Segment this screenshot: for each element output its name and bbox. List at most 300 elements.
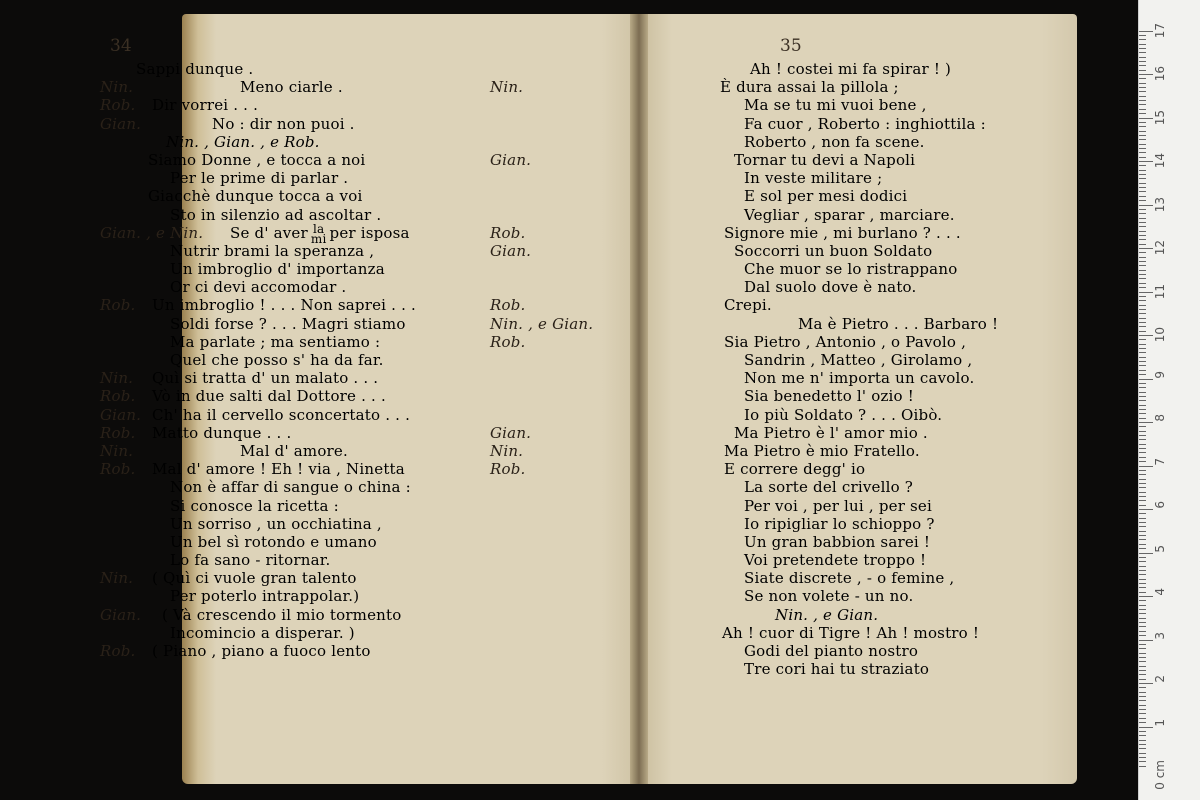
ruler-minor-tick (1139, 326, 1146, 327)
ruler-minor-tick (1139, 348, 1146, 349)
verse-text: Sandrin , Matteo , Girolamo , (744, 351, 973, 369)
verse-text: ( Quì ci vuole gran talento (152, 569, 357, 588)
ruler-minor-tick (1139, 626, 1146, 627)
ruler-minor-tick (1139, 513, 1146, 514)
ruler-mark-label: 12 (1153, 240, 1167, 256)
verse-text: Un imbroglio ! . . . Non saprei . . . (152, 296, 416, 315)
ruler-minor-tick (1139, 104, 1146, 105)
verse-text: Io ripigliar lo schioppo ? (744, 514, 935, 533)
ruler-major-tick (1139, 379, 1153, 380)
ruler-minor-tick (1139, 148, 1146, 149)
verse-text: Vegliar , sparar , marciare. (744, 205, 955, 224)
ruler-minor-tick (1139, 239, 1146, 240)
verse-text: Se non volete - un no. (744, 587, 914, 606)
speaker-label: Gian. (490, 241, 532, 260)
text-line (0, 660, 1200, 678)
ruler-major-tick (1139, 683, 1153, 684)
verse-text: Crepi. (724, 296, 772, 315)
ruler-minor-tick (1139, 257, 1146, 258)
ruler-minor-tick (1139, 157, 1146, 158)
ruler-minor-tick (1139, 100, 1146, 101)
text-line (0, 533, 1200, 551)
ruler-minor-tick (1139, 331, 1146, 332)
ruler-minor-tick (1139, 57, 1146, 58)
verse-text: Soccorri un buon Soldato (734, 241, 933, 260)
verse-text: Dal suolo dove è nato. (744, 278, 917, 297)
ruler-minor-tick (1139, 761, 1146, 762)
ruler-minor-tick (1139, 287, 1146, 288)
ruler-major-tick (1139, 466, 1153, 467)
ruler-mark-label: 2 (1153, 675, 1167, 683)
verse-text: Ma parlate ; ma sentiamo : (170, 332, 381, 351)
text-line (0, 169, 1200, 187)
speaker-label: Rob. (100, 423, 136, 442)
ruler-mark-label: 14 (1153, 153, 1167, 169)
ruler-minor-tick (1139, 383, 1146, 384)
ruler-major-tick (1139, 292, 1153, 293)
text-line (0, 351, 1200, 369)
ruler-minor-tick (1139, 592, 1146, 593)
ruler-minor-tick (1139, 213, 1146, 214)
ruler-minor-tick (1139, 544, 1146, 545)
ruler-minor-tick (1139, 570, 1146, 571)
ruler-minor-tick (1139, 174, 1146, 175)
text-line (0, 187, 1200, 205)
speaker-label: Rob. (100, 460, 136, 479)
ruler-mark-label: 13 (1153, 196, 1167, 212)
text-line (0, 642, 1200, 660)
ruler-minor-tick (1139, 452, 1146, 453)
text-line (0, 387, 1200, 405)
text-line (0, 221, 1200, 246)
verse-text: Un imbroglio d' importanza (170, 260, 385, 279)
verse-text: Non è affar di sangue o china : (170, 478, 411, 497)
ruler-minor-tick (1139, 152, 1146, 153)
text-line (0, 206, 1200, 224)
text-line (0, 115, 1200, 133)
ruler-major-tick (1139, 509, 1153, 510)
text-line (0, 96, 1200, 114)
ruler-minor-tick (1139, 352, 1146, 353)
ruler-minor-tick (1139, 735, 1146, 736)
verse-text: Ma Pietro è l' amor mio . (734, 423, 928, 442)
ruler-minor-tick (1139, 309, 1146, 310)
ruler-minor-tick (1139, 370, 1146, 371)
verse-text: E sol per mesi dodici (744, 187, 908, 206)
verse-text: Per voi , per lui , per sei (744, 496, 933, 515)
ruler-minor-tick (1139, 522, 1146, 523)
verse-text: Giacchè dunque tocca a voi (148, 187, 363, 206)
verse-text: Sia Pietro , Antonio , o Pavolo , (724, 332, 967, 351)
ruler-minor-tick (1139, 313, 1146, 314)
ruler-minor-tick (1139, 535, 1146, 536)
ruler-major-tick (1139, 161, 1153, 162)
ruler-minor-tick (1139, 753, 1146, 754)
speaker-label: Rob. (100, 296, 136, 315)
ruler-minor-tick (1139, 766, 1146, 767)
ruler-minor-tick (1139, 587, 1146, 588)
ruler-minor-tick (1139, 548, 1146, 549)
verse-text: Mal d' amore. (240, 441, 348, 460)
left-page-number: 34 (110, 36, 132, 56)
ruler-minor-tick (1139, 757, 1146, 758)
text-line (0, 551, 1200, 569)
ruler-major-tick (1139, 727, 1153, 728)
text-line (0, 587, 1200, 605)
ruler-minor-tick (1139, 648, 1146, 649)
verse-text: Dir vorrei . . . (152, 96, 259, 115)
ruler-minor-tick (1139, 183, 1146, 184)
ruler-minor-tick (1139, 574, 1146, 575)
verse-text: Un sorriso , un occhiatina , (170, 514, 382, 533)
verse-text: Matto dunque . . . (152, 423, 292, 442)
ruler-major-tick (1139, 553, 1153, 554)
ruler-minor-tick (1139, 65, 1146, 66)
ruler-minor-tick (1139, 700, 1146, 701)
ruler-minor-tick (1139, 426, 1146, 427)
verse-text: Per poterlo intrappolar.) (170, 587, 360, 606)
ruler-minor-tick (1139, 261, 1146, 262)
verse-text: Ma è Pietro . . . Barbaro ! (798, 314, 999, 333)
ruler-minor-tick (1139, 713, 1146, 714)
ruler-minor-tick (1139, 470, 1146, 471)
ruler-minor-tick (1139, 483, 1146, 484)
ruler-minor-tick (1139, 539, 1146, 540)
verse-text: Tornar tu devi a Napoli (734, 150, 916, 169)
ruler-minor-tick (1139, 226, 1146, 227)
ruler-minor-tick (1139, 744, 1146, 745)
ruler-minor-tick (1139, 235, 1146, 236)
speaker-label: Rob. (100, 387, 136, 406)
ruler-minor-tick (1139, 487, 1146, 488)
text-line (0, 278, 1200, 296)
ruler-minor-tick (1139, 200, 1146, 201)
ruler-minor-tick (1139, 748, 1146, 749)
text-line (0, 369, 1200, 387)
verse-text: Un gran babbion sarei ! (744, 532, 931, 551)
text-line (0, 260, 1200, 278)
verse-text: Ah ! costei mi fa spirar ! ) (750, 60, 952, 78)
ruler-minor-tick (1139, 418, 1146, 419)
verse-text: Siamo Donne , e tocca a noi (148, 150, 366, 169)
text-line (0, 133, 1200, 151)
verse-text: Sappi dunque . (136, 60, 254, 78)
verse-text: ( Và crescendo il mio tormento (162, 605, 402, 624)
ruler-minor-tick (1139, 435, 1146, 436)
verse-text: Che muor se lo ristrappano (744, 260, 958, 279)
ruler-minor-tick (1139, 392, 1146, 393)
ruler-minor-tick (1139, 196, 1146, 197)
ruler-mark-label: 7 (1153, 457, 1167, 466)
speaker-label: Rob. (100, 642, 136, 660)
ruler-minor-tick (1139, 109, 1146, 110)
ruler-minor-tick (1139, 78, 1146, 79)
ruler-minor-tick (1139, 666, 1146, 667)
ruler-minor-tick (1139, 657, 1146, 658)
speaker-label: Gian. (100, 114, 142, 133)
stack-top: la (313, 221, 325, 236)
ruler-minor-tick (1139, 709, 1146, 710)
ruler-minor-tick (1139, 740, 1146, 741)
verse-text: Non me n' importa un cavolo. (744, 369, 975, 388)
ruler-minor-tick (1139, 122, 1146, 123)
speaker-label: Nin. (490, 441, 524, 460)
verse-text: No : dir non puoi . (212, 114, 355, 133)
text-line (0, 78, 1200, 96)
ruler-minor-tick (1139, 618, 1146, 619)
ruler-minor-tick (1139, 191, 1146, 192)
ruler-minor-tick (1139, 518, 1146, 519)
ruler-minor-tick (1139, 365, 1146, 366)
ruler-minor-tick (1139, 696, 1146, 697)
text-line (0, 296, 1200, 314)
ruler-minor-tick (1139, 635, 1146, 636)
verse-text: Io più Soldato ? . . . Oibò. (744, 405, 943, 424)
ruler-minor-tick (1139, 318, 1146, 319)
ruler-minor-tick (1139, 113, 1146, 114)
ruler-minor-tick (1139, 218, 1146, 219)
ruler-minor-tick (1139, 431, 1146, 432)
verse-text: Or ci devi accomodar . (170, 278, 347, 297)
ruler-major-tick (1139, 422, 1153, 423)
verse-text: Tre cori hai tu straziato (744, 660, 930, 679)
ruler-minor-tick (1139, 705, 1146, 706)
text-line (0, 151, 1200, 169)
ruler-minor-tick (1139, 126, 1146, 127)
ruler-minor-tick (1139, 492, 1146, 493)
right-page-number: 35 (780, 36, 802, 56)
ruler-minor-tick (1139, 579, 1146, 580)
verse-text: È dura assai la pillola ; (720, 78, 899, 97)
ruler-minor-tick (1139, 322, 1146, 323)
verse-text: Voi pretendete troppo ! (744, 551, 927, 570)
verse-text: Mal d' amore ! Eh ! via , Ninetta (152, 460, 405, 479)
ruler-minor-tick (1139, 474, 1146, 475)
ruler-minor-tick (1139, 561, 1146, 562)
speaker-label: Nin. (100, 441, 134, 460)
ruler-minor-tick (1139, 479, 1146, 480)
verse-text-after: per isposa (329, 223, 410, 242)
verse-text: In veste militare ; (744, 169, 883, 188)
ruler-minor-tick (1139, 583, 1146, 584)
text-line (0, 315, 1200, 333)
verse-text: Quel che posso s' ha da far. (170, 351, 384, 369)
text-line (0, 60, 1200, 78)
ruler-minor-tick (1139, 731, 1146, 732)
text-line (0, 442, 1200, 460)
ruler-mark-label: 1 (1153, 718, 1167, 727)
verse-text: Nin. , Gian. , e Rob. (166, 132, 320, 151)
ruler-minor-tick (1139, 278, 1146, 279)
text-line (0, 515, 1200, 533)
ruler-minor-tick (1139, 653, 1146, 654)
ruler-minor-tick (1139, 605, 1146, 606)
verse-text: Se d' aver (230, 223, 308, 242)
verse-text: Vò in due salti dal Dottore . . . (152, 387, 386, 406)
verse-text: Sto in silenzio ad ascoltar . (170, 205, 382, 224)
ruler-minor-tick (1139, 722, 1146, 723)
ruler-minor-tick (1139, 222, 1146, 223)
verse-text: Lo fa sano - ritornar. (170, 551, 331, 570)
ruler-minor-tick (1139, 670, 1146, 671)
verse-text: Incomincio a disperar. ) (170, 623, 355, 642)
ruler-mark-label: 9 (1153, 370, 1167, 379)
verse-text: Ah ! cuor di Tigre ! Ah ! mostro ! (722, 623, 980, 642)
ruler-minor-tick (1139, 139, 1146, 140)
ruler-minor-tick (1139, 448, 1146, 449)
ruler-minor-tick (1139, 270, 1146, 271)
ruler-minor-tick (1139, 613, 1146, 614)
ruler-minor-tick (1139, 187, 1146, 188)
speaker-label: Rob. (490, 460, 526, 479)
speaker-label: Nin. (100, 569, 134, 588)
verse-text: Signore mie , mi burlano ? . . . (724, 223, 961, 242)
speaker-label: Gian. (100, 605, 142, 624)
verse-text: Fa cuor , Roberto : inghiottila : (744, 114, 986, 133)
speaker-label: Rob. (490, 332, 526, 351)
ruler-minor-tick (1139, 48, 1146, 49)
ruler-mark-label: 17 (1153, 22, 1167, 38)
text-line (0, 569, 1200, 587)
verse-text: Godi del pianto nostro (744, 642, 919, 660)
ruler-minor-tick (1139, 83, 1146, 84)
text-line (0, 242, 1200, 260)
text-line (0, 478, 1200, 496)
ruler-minor-tick (1139, 396, 1146, 397)
right-page-text (0, 60, 1200, 678)
ruler-minor-tick (1139, 300, 1146, 301)
ruler-minor-tick (1139, 692, 1146, 693)
verse-text: ( Piano , piano a fuoco lento (152, 642, 371, 660)
text-line (0, 497, 1200, 515)
ruler-minor-tick (1139, 444, 1146, 445)
text-line (0, 624, 1200, 642)
ruler-minor-tick (1139, 600, 1146, 601)
ruler-minor-tick (1139, 622, 1146, 623)
verse-text: Meno ciarle . (240, 78, 343, 97)
speaker-label: Nin. , e Gian. (490, 314, 594, 333)
ruler-minor-tick (1139, 144, 1146, 145)
speaker-label: Nin. (100, 369, 134, 388)
ruler-major-tick (1139, 205, 1153, 206)
verse-text: Si conosce la ricetta : (170, 496, 339, 515)
ruler-mark-label: 6 (1153, 501, 1167, 509)
ruler-minor-tick (1139, 361, 1146, 362)
ruler-minor-tick (1139, 87, 1146, 88)
ruler-mark-label: 16 (1153, 66, 1167, 82)
ruler-minor-tick (1139, 165, 1146, 166)
ruler-minor-tick (1139, 135, 1146, 136)
ruler-minor-tick (1139, 283, 1146, 284)
ruler-minor-tick (1139, 61, 1146, 62)
verse-text: La sorte del crivello ? (744, 478, 914, 497)
text-line (0, 606, 1200, 624)
verse-text: Un bel sì rotondo e umano (170, 532, 377, 551)
ruler-major-tick (1139, 596, 1153, 597)
ruler-minor-tick (1139, 296, 1146, 297)
ruler-minor-tick (1139, 274, 1146, 275)
verse-text: Siate discrete , - o femine , (744, 569, 955, 588)
verse-text: Ma Pietro è mio Fratello. (724, 441, 920, 460)
ruler-minor-tick (1139, 413, 1146, 414)
ruler-mark-label: 5 (1153, 544, 1167, 553)
text-line (0, 424, 1200, 442)
speaker-label: Nin. (100, 78, 134, 97)
verse-text: Roberto , non fa scene. (744, 132, 925, 151)
ruler-minor-tick (1139, 500, 1146, 501)
verse-text: Soldi forse ? . . . Magri stiamo (170, 314, 406, 333)
ruler-mark-label: 11 (1153, 283, 1167, 299)
ruler-minor-tick (1139, 400, 1146, 401)
ruler-minor-tick (1139, 609, 1146, 610)
ruler-major-tick (1139, 248, 1153, 249)
verse-text: Quì si tratta d' un malato . . . (152, 369, 379, 388)
speaker-label: Gian. (490, 150, 532, 169)
stack-bottom: mi (310, 231, 327, 246)
ruler-minor-tick (1139, 631, 1146, 632)
ruler-major-tick (1139, 335, 1153, 336)
measurement-ruler (1138, 0, 1200, 800)
ruler-minor-tick (1139, 439, 1146, 440)
ruler-minor-tick (1139, 566, 1146, 567)
ruler-minor-tick (1139, 305, 1146, 306)
ruler-minor-tick (1139, 457, 1146, 458)
ruler-mark-label: 10 (1153, 327, 1167, 343)
text-line (0, 457, 1200, 479)
speaker-label: Rob. (490, 223, 526, 242)
verse-text: Ch' ha il cervello sconcertato . . . (152, 405, 411, 424)
ruler-mark-label: 3 (1153, 631, 1167, 640)
ruler-minor-tick (1139, 674, 1146, 675)
ruler-minor-tick (1139, 339, 1146, 340)
ruler-minor-tick (1139, 91, 1146, 92)
ruler-minor-tick (1139, 39, 1146, 40)
ruler-minor-tick (1139, 252, 1146, 253)
speaker-label: Gian. (490, 423, 532, 442)
speaker-label: Gian. , e Nin. (100, 223, 204, 242)
ruler-minor-tick (1139, 52, 1146, 53)
ruler-minor-tick (1139, 409, 1146, 410)
ruler-minor-tick (1139, 496, 1146, 497)
ruler-minor-tick (1139, 387, 1146, 388)
ruler-minor-tick (1139, 244, 1146, 245)
ruler-minor-tick (1139, 461, 1146, 462)
ruler-minor-tick (1139, 679, 1146, 680)
speaker-label: Nin. (490, 78, 524, 97)
ruler-minor-tick (1139, 357, 1146, 358)
ruler-minor-tick (1139, 718, 1146, 719)
ruler-minor-tick (1139, 35, 1146, 36)
ruler-minor-tick (1139, 374, 1146, 375)
ruler-minor-tick (1139, 557, 1146, 558)
ruler-major-tick (1139, 74, 1153, 75)
ruler-minor-tick (1139, 131, 1146, 132)
ruler-minor-tick (1139, 70, 1146, 71)
verse-text: Sia benedetto l' ozio ! (744, 387, 914, 406)
text-line (0, 333, 1200, 351)
speaker-label: Gian. (100, 405, 142, 424)
ruler-minor-tick (1139, 209, 1146, 210)
ruler-major-tick (1139, 640, 1153, 641)
verse-text: E correre degg' io (724, 460, 866, 479)
ruler-mark-label: 4 (1153, 588, 1167, 596)
ruler-minor-tick (1139, 644, 1146, 645)
speaker-label: Rob. (490, 296, 526, 315)
ruler-minor-tick (1139, 526, 1146, 527)
ruler-minor-tick (1139, 531, 1146, 532)
verse-text: Nin. , e Gian. (775, 605, 879, 624)
ruler-minor-tick (1139, 687, 1146, 688)
